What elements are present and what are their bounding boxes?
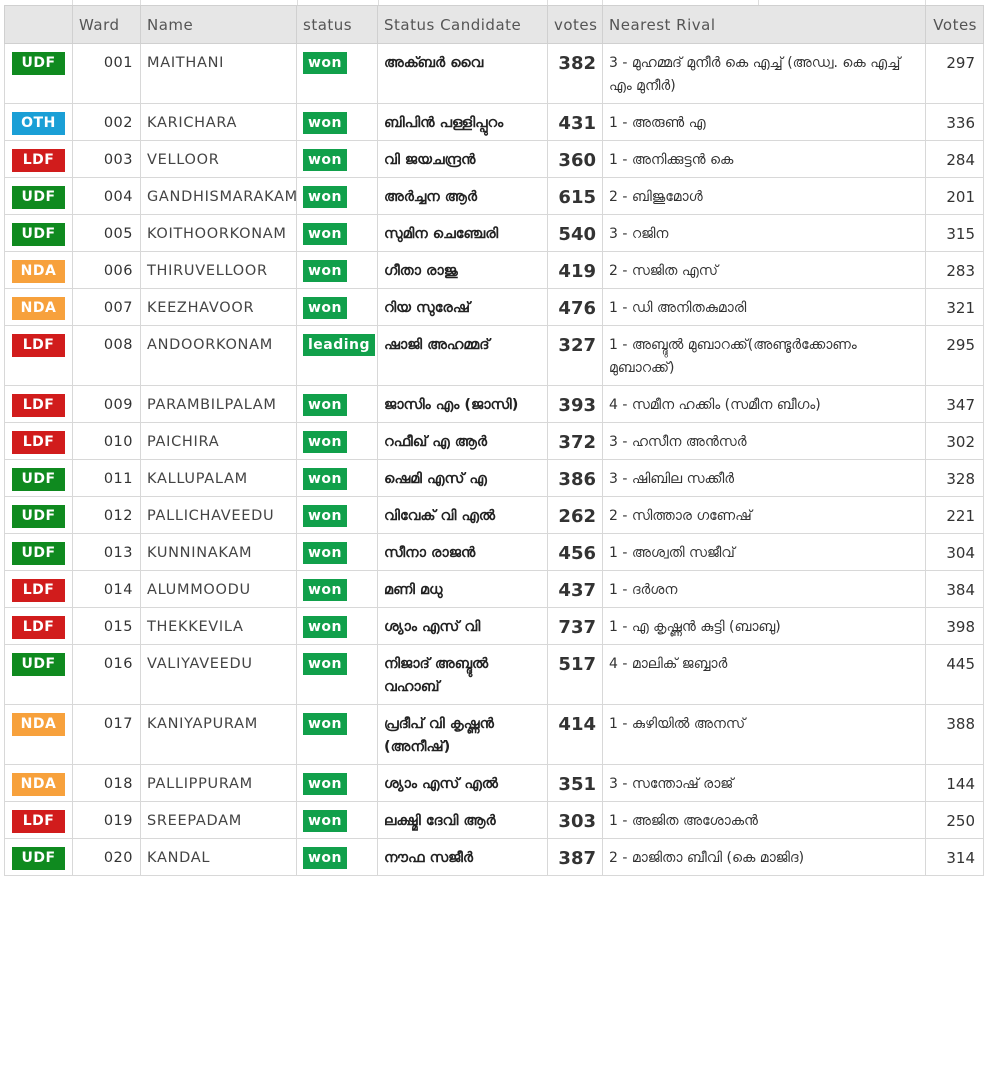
header-candidate[interactable]: Status Candidate (378, 6, 548, 44)
party-badge: NDA (12, 297, 65, 320)
nearest-rival-cell: 4 - സമീന ഹക്കിം (സമീന ബീഗം) (603, 386, 926, 423)
status (297, 252, 378, 289)
ward-name-cell: KOITHOORKONAM (141, 215, 297, 252)
table-row[interactable] (5, 497, 984, 534)
status (297, 460, 378, 497)
candidate-cell: ശ്യാം എസ് എൽ (378, 765, 548, 802)
ward-name-cell: PAICHIRA (141, 423, 297, 460)
ward-name-cell: KALLUPALAM (141, 460, 297, 497)
status (297, 571, 378, 608)
ward-cell: 008 (73, 326, 141, 386)
rival-votes-cell: 283 (926, 252, 984, 289)
candidate-cell: ഷെമി എസ് എ (378, 460, 548, 497)
aff (5, 141, 73, 178)
table-row[interactable] (5, 571, 984, 608)
party-badge: LDF (12, 616, 65, 639)
rival-votes-cell: 321 (926, 289, 984, 326)
status (297, 215, 378, 252)
party-badge: UDF (12, 52, 65, 75)
candidate-cell: അർച്ചന ആർ (378, 178, 548, 215)
table-row[interactable] (5, 326, 984, 386)
party-badge: UDF (12, 223, 65, 246)
ward-name-cell: KEEZHAVOOR (141, 289, 297, 326)
nearest-rival-cell: 1 - അനിക്കുട്ടൻ കെ (603, 141, 926, 178)
ward-name-cell: VALIYAVEEDU (141, 645, 297, 705)
nearest-rival-cell: 3 - സന്തോഷ് രാജ് (603, 765, 926, 802)
party-badge: UDF (12, 468, 65, 491)
party-badge: UDF (12, 653, 65, 676)
aff (5, 423, 73, 460)
ward-cell: 012 (73, 497, 141, 534)
rival-votes-cell: 221 (926, 497, 984, 534)
table-row[interactable] (5, 802, 984, 839)
party-badge: LDF (12, 149, 65, 172)
table-row[interactable] (5, 765, 984, 802)
status (297, 326, 378, 386)
status (297, 44, 378, 104)
header-ward[interactable]: Ward (73, 6, 141, 44)
ward-name-cell: KUNNINAKAM (141, 534, 297, 571)
aff (5, 178, 73, 215)
votes-cell: 327 (548, 326, 603, 386)
party-badge: UDF (12, 505, 65, 528)
header-rival-votes[interactable]: Votes (926, 6, 984, 44)
nearest-rival-cell: 1 - അരുൺ എ (603, 104, 926, 141)
nearest-rival-cell: 2 - മാജിതാ ബീവി (കെ മാജിദ) (603, 839, 926, 876)
aff (5, 326, 73, 386)
ward-name-cell: THEKKEVILA (141, 608, 297, 645)
table-row[interactable] (5, 645, 984, 705)
rival-votes-cell: 284 (926, 141, 984, 178)
party-badge: UDF (12, 847, 65, 870)
nearest-rival-cell: 4 - മാലിക് ജബ്ബാർ (603, 645, 926, 705)
nearest-rival-cell: 3 - മുഹമ്മദ് മുനീർ കെ എച്ച് (അഡ്വ. കെ എച്ച് എം മുനീർ) (603, 44, 926, 104)
rival-votes-cell: 250 (926, 802, 984, 839)
ward-name-cell: VELLOOR (141, 141, 297, 178)
votes-cell: 419 (548, 252, 603, 289)
candidate-cell: സീനാ രാജൻ (378, 534, 548, 571)
party-badge: NDA (12, 713, 65, 736)
rival-votes-cell: 201 (926, 178, 984, 215)
status-badge: won (303, 773, 347, 795)
votes-cell: 382 (548, 44, 603, 104)
status (297, 386, 378, 423)
rival-votes-cell: 347 (926, 386, 984, 423)
candidate-cell: ഷാജി അഹമ്മദ് (378, 326, 548, 386)
status-badge: won (303, 468, 347, 490)
table-row[interactable] (5, 44, 984, 104)
nearest-rival-cell: 1 - ഡി അനിതകുമാരി (603, 289, 926, 326)
party-badge: LDF (12, 431, 65, 454)
nearest-rival-cell: 2 - ബിജുമോൾ (603, 178, 926, 215)
aff (5, 705, 73, 765)
table-row[interactable] (5, 386, 984, 423)
votes-cell: 517 (548, 645, 603, 705)
status (297, 141, 378, 178)
votes-cell: 476 (548, 289, 603, 326)
ward-cell: 005 (73, 215, 141, 252)
status-badge: won (303, 223, 347, 245)
candidate-cell: റിയ സുരേഷ് (378, 289, 548, 326)
nearest-rival-cell: 1 - അജിത അശോകൻ (603, 802, 926, 839)
status-badge: won (303, 260, 347, 282)
status-badge: won (303, 149, 347, 171)
ward-name-cell: SREEPADAM (141, 802, 297, 839)
rival-votes-cell: 384 (926, 571, 984, 608)
status-badge: leading (303, 334, 375, 356)
status-badge: won (303, 186, 347, 208)
candidate-cell: വിവേക് വി എൽ (378, 497, 548, 534)
table-row[interactable] (5, 705, 984, 765)
rival-votes-cell: 328 (926, 460, 984, 497)
ward-cell: 016 (73, 645, 141, 705)
status (297, 608, 378, 645)
nearest-rival-cell: 3 - റജിന (603, 215, 926, 252)
candidate-cell: ലക്ഷ്മി ദേവി ആർ (378, 802, 548, 839)
nearest-rival-cell: 1 - എ കൃഷ്ണൻ കുട്ടി (ബാബു) (603, 608, 926, 645)
votes-cell: 262 (548, 497, 603, 534)
votes-cell: 360 (548, 141, 603, 178)
nearest-rival-cell: 1 - കുഴിയിൽ അനസ് (603, 705, 926, 765)
rival-votes-cell: 297 (926, 44, 984, 104)
candidate-cell: നൗഫ സജീർ (378, 839, 548, 876)
table-row[interactable] (5, 215, 984, 252)
status-badge: won (303, 505, 347, 527)
votes-cell: 431 (548, 104, 603, 141)
party-badge: LDF (12, 334, 65, 357)
votes-cell: 737 (548, 608, 603, 645)
aff (5, 289, 73, 326)
nearest-rival-cell: 3 - ഹസീന അൻസർ (603, 423, 926, 460)
ward-name-cell: KARICHARA (141, 104, 297, 141)
rival-votes-cell: 302 (926, 423, 984, 460)
rival-votes-cell: 314 (926, 839, 984, 876)
status-badge: won (303, 653, 347, 675)
status-badge: won (303, 616, 347, 638)
status (297, 497, 378, 534)
votes-cell: 386 (548, 460, 603, 497)
table-row[interactable] (5, 423, 984, 460)
table-row[interactable] (5, 178, 984, 215)
aff (5, 571, 73, 608)
status (297, 423, 378, 460)
candidate-cell: ജാസിം എം (ജാസി) (378, 386, 548, 423)
status (297, 289, 378, 326)
party-badge: LDF (12, 394, 65, 417)
status (297, 839, 378, 876)
header-votes[interactable]: votes (548, 6, 603, 44)
candidate-cell: സുമിന ചെഞ്ചേരി (378, 215, 548, 252)
ward-name-cell: KANDAL (141, 839, 297, 876)
votes-cell: 303 (548, 802, 603, 839)
votes-cell: 615 (548, 178, 603, 215)
table-row[interactable] (5, 534, 984, 571)
aff (5, 104, 73, 141)
rival-votes-cell: 445 (926, 645, 984, 705)
status-badge: won (303, 713, 347, 735)
header-name[interactable]: Name (141, 6, 297, 44)
status-badge: won (303, 112, 347, 134)
aff (5, 215, 73, 252)
ward-cell: 002 (73, 104, 141, 141)
status (297, 705, 378, 765)
ward-cell: 020 (73, 839, 141, 876)
rival-votes-cell: 144 (926, 765, 984, 802)
status (297, 178, 378, 215)
table-row[interactable] (5, 252, 984, 289)
aff (5, 386, 73, 423)
votes-cell: 387 (548, 839, 603, 876)
candidate-cell: റഫീഖ് എ ആർ (378, 423, 548, 460)
status (297, 765, 378, 802)
status-badge: won (303, 542, 347, 564)
votes-cell: 437 (548, 571, 603, 608)
ward-cell: 013 (73, 534, 141, 571)
party-badge: LDF (12, 810, 65, 833)
aff (5, 645, 73, 705)
ward-cell: 017 (73, 705, 141, 765)
nearest-rival-cell: 2 - സജിത എസ് (603, 252, 926, 289)
votes-cell: 372 (548, 423, 603, 460)
ward-cell: 011 (73, 460, 141, 497)
ward-cell: 015 (73, 608, 141, 645)
nearest-rival-cell: 1 - ദർശന (603, 571, 926, 608)
candidate-cell: വി ജയചന്ദ്രൻ (378, 141, 548, 178)
aff (5, 802, 73, 839)
header-nearest-rival[interactable]: Nearest Rival (603, 6, 926, 44)
nearest-rival-cell: 1 - അബ്ദുൽ മുബാറക്ക്(അണ്ടൂർക്കോണം മുബാറക്ക്) (603, 326, 926, 386)
table-row[interactable] (5, 289, 984, 326)
status-badge: won (303, 431, 347, 453)
table-header-row (5, 6, 984, 44)
rival-votes-cell: 398 (926, 608, 984, 645)
votes-cell: 414 (548, 705, 603, 765)
ward-name-cell: PARAMBILPALAM (141, 386, 297, 423)
status-badge: won (303, 394, 347, 416)
ward-cell: 019 (73, 802, 141, 839)
status (297, 104, 378, 141)
ward-results-table (4, 5, 984, 876)
ward-cell: 006 (73, 252, 141, 289)
aff (5, 497, 73, 534)
table-row[interactable] (5, 460, 984, 497)
status-badge: won (303, 297, 347, 319)
party-badge: UDF (12, 186, 65, 209)
ward-cell: 003 (73, 141, 141, 178)
status-badge: won (303, 810, 347, 832)
aff (5, 839, 73, 876)
votes-cell: 351 (548, 765, 603, 802)
header-affiliation (5, 6, 73, 44)
votes-cell: 540 (548, 215, 603, 252)
rival-votes-cell: 388 (926, 705, 984, 765)
status (297, 645, 378, 705)
status-badge: won (303, 52, 347, 74)
party-badge: LDF (12, 579, 65, 602)
aff (5, 44, 73, 104)
ward-cell: 010 (73, 423, 141, 460)
table-row[interactable] (5, 608, 984, 645)
ward-cell: 018 (73, 765, 141, 802)
ward-name-cell: GANDHISMARAKAM (141, 178, 297, 215)
party-badge: NDA (12, 773, 65, 796)
ward-name-cell: ALUMMOODU (141, 571, 297, 608)
aff (5, 460, 73, 497)
votes-cell: 456 (548, 534, 603, 571)
candidate-cell: മണി മധു (378, 571, 548, 608)
status (297, 534, 378, 571)
aff (5, 765, 73, 802)
ward-name-cell: PALLICHAVEEDU (141, 497, 297, 534)
aff (5, 608, 73, 645)
status-badge: won (303, 579, 347, 601)
nearest-rival-cell: 1 - അശ്വതി സജീവ് (603, 534, 926, 571)
table-body (5, 44, 984, 876)
ward-name-cell: MAITHANI (141, 44, 297, 104)
party-badge: OTH (12, 112, 65, 135)
ward-name-cell: PALLIPPURAM (141, 765, 297, 802)
candidate-cell: ബിപിൻ പള്ളിപ്പുറം (378, 104, 548, 141)
status (297, 802, 378, 839)
rival-votes-cell: 304 (926, 534, 984, 571)
ward-name-cell: ANDOORKONAM (141, 326, 297, 386)
ward-cell: 004 (73, 178, 141, 215)
ward-cell: 001 (73, 44, 141, 104)
table-row[interactable] (5, 141, 984, 178)
candidate-cell: പ്രദീപ് വി കൃഷ്ണൻ (അനീഷ്) (378, 705, 548, 765)
candidate-cell: ഗീതാ രാജു (378, 252, 548, 289)
aff (5, 252, 73, 289)
nearest-rival-cell: 3 - ഷിബില സക്കീർ (603, 460, 926, 497)
rival-votes-cell: 315 (926, 215, 984, 252)
rival-votes-cell: 336 (926, 104, 984, 141)
nearest-rival-cell: 2 - സിത്താര ഗണേഷ് (603, 497, 926, 534)
candidate-cell: നിജാദ് അബ്ദുൽ വഹാബ് (378, 645, 548, 705)
candidate-cell: അക്ബർ വൈ (378, 44, 548, 104)
rival-votes-cell: 295 (926, 326, 984, 386)
ward-name-cell: THIRUVELLOOR (141, 252, 297, 289)
candidate-cell: ശ്യാം എസ് വി (378, 608, 548, 645)
ward-name-cell: KANIYAPURAM (141, 705, 297, 765)
aff (5, 534, 73, 571)
table-row[interactable] (5, 104, 984, 141)
party-badge: UDF (12, 542, 65, 565)
status-badge: won (303, 847, 347, 869)
ward-cell: 007 (73, 289, 141, 326)
ward-cell: 014 (73, 571, 141, 608)
party-badge: NDA (12, 260, 65, 283)
votes-cell: 393 (548, 386, 603, 423)
table-row[interactable] (5, 839, 984, 876)
header-status[interactable]: status (297, 6, 378, 44)
ward-cell: 009 (73, 386, 141, 423)
